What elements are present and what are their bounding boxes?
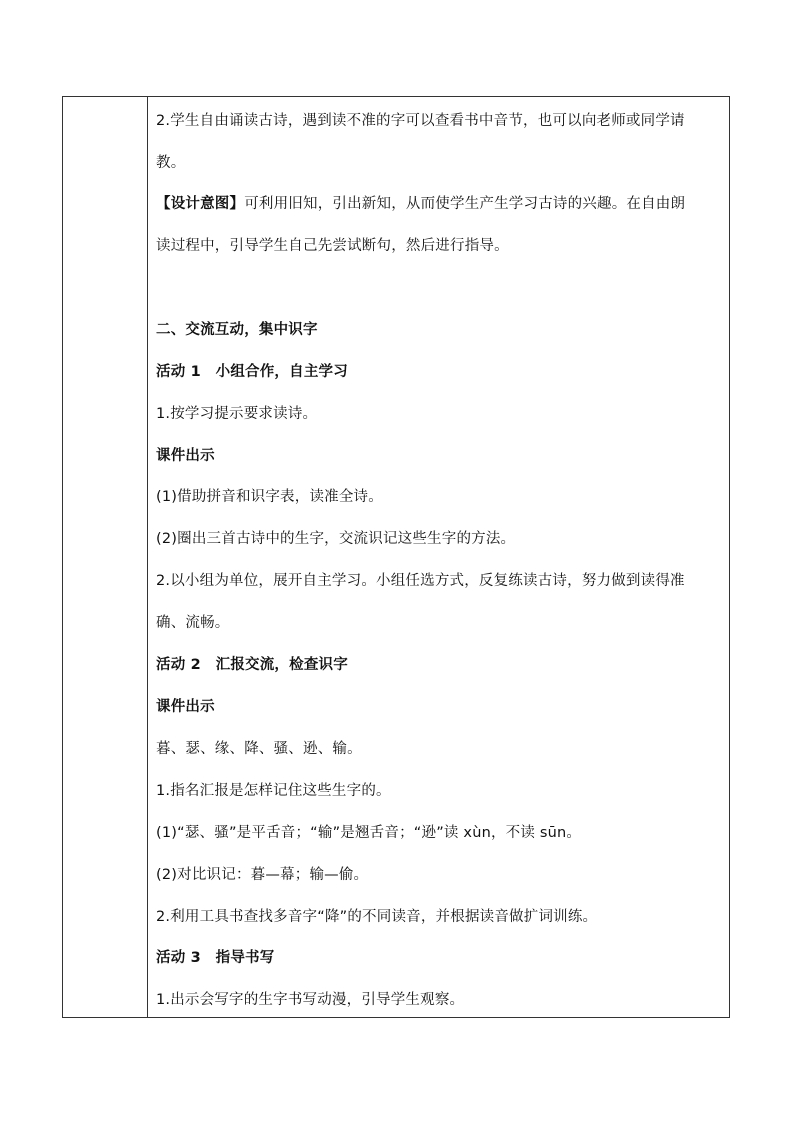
lesson-table: [62, 96, 730, 1018]
design-intent-text: 可利用旧知，引出新知，从而使学生产生学习古诗的兴趣。在自由朗: [244, 196, 686, 212]
text-line: 1.按学习提示要求读诗。: [156, 406, 318, 422]
text-line: 确、流畅。: [156, 615, 230, 631]
courseware-heading: 课件出示: [156, 699, 215, 715]
text-line: (2)对比识记：暮—幕；输—偷。: [156, 867, 369, 883]
text-line: 教。: [156, 155, 186, 171]
activity-heading: 活动 3 指导书写: [156, 950, 275, 966]
column-divider: [147, 97, 148, 1017]
text-line: (1)借助拼音和识字表，读准全诗。: [156, 489, 383, 505]
content-cell: [156, 97, 723, 1017]
courseware-heading: 课件出示: [156, 448, 215, 464]
design-intent-line: [156, 194, 723, 214]
text-line: (1)“瑟、骚”是平舌音；“输”是翘舌音；“逊”读 xùn，不读 sūn。: [156, 825, 582, 841]
activity-heading: 活动 1 小组合作，自主学习: [156, 364, 348, 380]
text-line: 读过程中，引导学生自己先尝试断句，然后进行指导。: [156, 238, 509, 254]
text-line: 暮、瑟、缘、降、骚、逊、输。: [156, 741, 362, 757]
text-line: 1.指名汇报是怎样记住这些生字的。: [156, 783, 391, 799]
text-line: (2)圈出三首古诗中的生字，交流识记这些生字的方法。: [156, 531, 516, 547]
design-intent-label: 【设计意图】: [156, 196, 245, 212]
text-line: 1.出示会写字的生字书写动漫，引导学生观察。: [156, 992, 465, 1008]
text-line: 2.利用工具书查找多音字“降”的不同读音，并根据读音做扩词训练。: [156, 909, 598, 925]
text-line: 2.学生自由诵读古诗，遇到读不准的字可以查看书中音节，也可以向老师或同学请: [156, 113, 685, 129]
activity-heading: 活动 2 汇报交流，检查识字: [156, 657, 348, 673]
section-heading: 二、交流互动，集中识字: [156, 322, 318, 338]
text-line: 2.以小组为单位，展开自主学习。小组任选方式，反复练读古诗，努力做到读得准: [156, 573, 685, 589]
